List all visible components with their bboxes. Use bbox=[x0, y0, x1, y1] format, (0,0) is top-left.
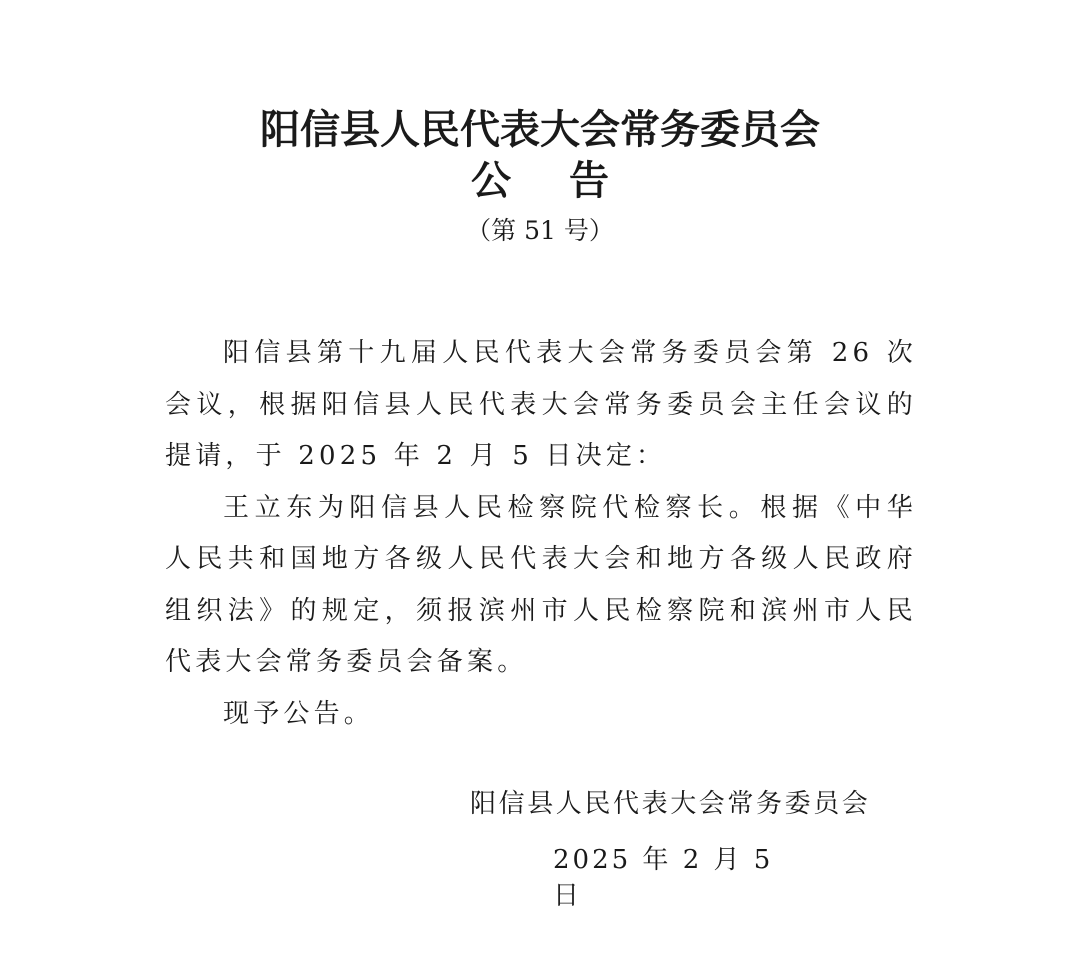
document-title: 阳信县人民代表大会常务委员会 bbox=[260, 106, 820, 153]
subtitle-char-gao: 告 bbox=[569, 157, 609, 204]
document-subtitle bbox=[0, 156, 1080, 206]
document-body bbox=[165, 328, 917, 740]
issuer-signature: 阳信县人民代表大会常务委员会 bbox=[470, 789, 871, 819]
subtitle-char-gong: 公 bbox=[471, 157, 511, 204]
document-number: （第 51 号） bbox=[466, 216, 614, 245]
body-paragraph-2: 王立东为阳信县人民检察院代检察长。根据《中华人民共和国地方各级人民代表大会和地方各级人民政府组织法》的规定，须报滨州市人民检察院和滨州市人民代表大会常务委员会备案。 bbox=[165, 492, 917, 677]
issue-date: 2025 年 2 月 5 日 bbox=[553, 845, 774, 911]
body-paragraph-3: 现予公告。 bbox=[223, 698, 375, 729]
body-paragraph-1: 阳信县第十九届人民代表大会常务委员会第 26 次会议，根据阳信县人民代表大会常务委员会主任会议的提请，于 2025 年 2 月 5 日决定： bbox=[165, 338, 917, 471]
